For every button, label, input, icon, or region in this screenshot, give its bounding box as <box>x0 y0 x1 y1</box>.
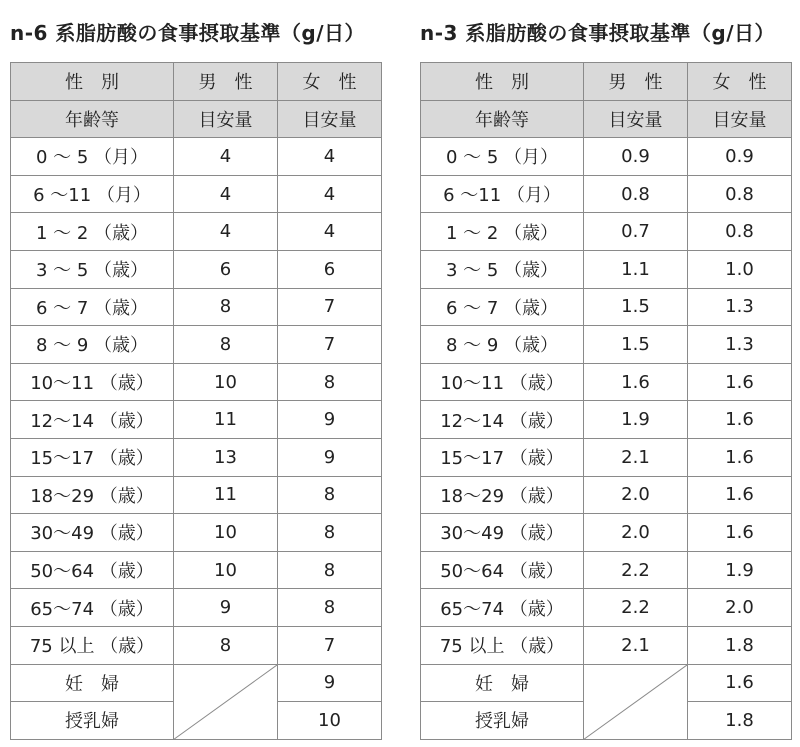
table-row <box>11 476 382 514</box>
age-cell: 6 ～ 7 （歳） <box>11 288 174 326</box>
table-row <box>421 363 792 401</box>
male-value-cell: 0.9 <box>584 138 688 176</box>
female-value-cell: 8 <box>278 589 382 627</box>
table-row-special <box>421 664 792 702</box>
age-cell: 50～64 （歳） <box>421 551 584 589</box>
female-value-cell: 7 <box>278 626 382 664</box>
male-value-cell: 8 <box>174 626 278 664</box>
diagonal-line-icon <box>174 665 277 739</box>
header-male: 男 性 <box>174 63 278 101</box>
table-row <box>421 175 792 213</box>
age-cell: 0 ～ 5 （月） <box>421 138 584 176</box>
female-value-cell: 9 <box>278 438 382 476</box>
n3-intake-table <box>420 62 792 740</box>
male-value-cell: 11 <box>174 476 278 514</box>
table-row <box>421 626 792 664</box>
female-value-cell: 0.9 <box>688 138 792 176</box>
table-row <box>421 213 792 251</box>
female-value-cell: 0.8 <box>688 175 792 213</box>
table-row <box>11 326 382 364</box>
female-value-cell: 9 <box>278 664 382 702</box>
table-row <box>11 288 382 326</box>
male-value-cell: 8 <box>174 288 278 326</box>
female-value-cell: 4 <box>278 138 382 176</box>
table-row <box>11 401 382 439</box>
table-row <box>11 589 382 627</box>
special-group-cell: 授乳婦 <box>421 702 584 740</box>
age-cell: 50～64 （歳） <box>11 551 174 589</box>
female-value-cell: 10 <box>278 702 382 740</box>
male-value-cell: 1.1 <box>584 250 688 288</box>
age-cell: 10～11 （歳） <box>421 363 584 401</box>
age-cell: 15～17 （歳） <box>421 438 584 476</box>
age-cell: 8 ～ 9 （歳） <box>421 326 584 364</box>
age-cell: 8 ～ 9 （歳） <box>11 326 174 364</box>
age-cell: 0 ～ 5 （月） <box>11 138 174 176</box>
age-cell: 6 ～11 （月） <box>11 175 174 213</box>
female-value-cell: 1.8 <box>688 626 792 664</box>
header-age-group: 年齢等 <box>421 100 584 138</box>
male-value-cell: 11 <box>174 401 278 439</box>
male-value-cell: 1.5 <box>584 326 688 364</box>
male-value-cell: 2.0 <box>584 476 688 514</box>
age-cell: 12～14 （歳） <box>421 401 584 439</box>
female-value-cell: 1.9 <box>688 551 792 589</box>
male-value-cell: 1.6 <box>584 363 688 401</box>
male-value-cell: 10 <box>174 514 278 552</box>
age-cell: 12～14 （歳） <box>11 401 174 439</box>
female-value-cell: 7 <box>278 288 382 326</box>
table-row-special <box>11 664 382 702</box>
header-female-adequate-intake: 目安量 <box>688 100 792 138</box>
male-value-cell: 4 <box>174 138 278 176</box>
female-value-cell: 6 <box>278 250 382 288</box>
female-value-cell: 8 <box>278 551 382 589</box>
age-cell: 1 ～ 2 （歳） <box>421 213 584 251</box>
female-value-cell: 1.8 <box>688 702 792 740</box>
male-value-cell: 0.8 <box>584 175 688 213</box>
header-row-sex <box>11 63 382 101</box>
table-row <box>421 476 792 514</box>
special-group-cell: 授乳婦 <box>11 702 174 740</box>
female-value-cell: 9 <box>278 401 382 439</box>
female-value-cell: 1.6 <box>688 438 792 476</box>
header-age-group: 年齢等 <box>11 100 174 138</box>
diagonal-line-icon <box>584 665 687 739</box>
female-value-cell: 8 <box>278 363 382 401</box>
header-row-metric <box>11 100 382 138</box>
table-row <box>11 514 382 552</box>
table-row <box>421 514 792 552</box>
male-value-cell: 13 <box>174 438 278 476</box>
female-value-cell: 2.0 <box>688 589 792 627</box>
header-female-adequate-intake: 目安量 <box>278 100 382 138</box>
age-cell: 65～74 （歳） <box>11 589 174 627</box>
male-value-cell: 2.1 <box>584 626 688 664</box>
special-group-cell: 妊 婦 <box>11 664 174 702</box>
female-value-cell: 1.6 <box>688 363 792 401</box>
table-row <box>11 250 382 288</box>
table-row <box>11 438 382 476</box>
male-value-cell: 10 <box>174 363 278 401</box>
male-value-cell: 1.5 <box>584 288 688 326</box>
age-cell: 30～49 （歳） <box>11 514 174 552</box>
header-male-adequate-intake: 目安量 <box>584 100 688 138</box>
table-row <box>11 363 382 401</box>
table-row <box>421 551 792 589</box>
header-male: 男 性 <box>584 63 688 101</box>
female-value-cell: 0.8 <box>688 213 792 251</box>
female-value-cell: 8 <box>278 476 382 514</box>
age-cell: 18～29 （歳） <box>11 476 174 514</box>
female-value-cell: 1.6 <box>688 401 792 439</box>
age-cell: 75 以上 （歳） <box>11 626 174 664</box>
header-male-adequate-intake: 目安量 <box>174 100 278 138</box>
female-value-cell: 1.0 <box>688 250 792 288</box>
age-cell: 10～11 （歳） <box>11 363 174 401</box>
male-value-cell: 2.2 <box>584 589 688 627</box>
not-applicable-cell <box>174 664 278 739</box>
female-value-cell: 7 <box>278 326 382 364</box>
male-value-cell: 8 <box>174 326 278 364</box>
table-row <box>11 175 382 213</box>
header-row-metric <box>421 100 792 138</box>
special-group-cell: 妊 婦 <box>421 664 584 702</box>
male-value-cell: 4 <box>174 175 278 213</box>
age-cell: 75 以上 （歳） <box>421 626 584 664</box>
age-cell: 6 ～11 （月） <box>421 175 584 213</box>
n6-table-title: n-6 系脂肪酸の食事摂取基準（g/日） <box>10 21 366 45</box>
n6-panel <box>10 16 382 740</box>
age-cell: 65～74 （歳） <box>421 589 584 627</box>
female-value-cell: 1.3 <box>688 288 792 326</box>
n6-intake-table <box>10 62 382 740</box>
age-cell: 15～17 （歳） <box>11 438 174 476</box>
male-value-cell: 6 <box>174 250 278 288</box>
male-value-cell: 0.7 <box>584 213 688 251</box>
table-row <box>421 401 792 439</box>
table-row <box>11 626 382 664</box>
n3-table-title: n-3 系脂肪酸の食事摂取基準（g/日） <box>420 21 776 45</box>
table-row <box>11 551 382 589</box>
header-sex: 性 別 <box>421 63 584 101</box>
female-value-cell: 1.6 <box>688 664 792 702</box>
table-row <box>421 288 792 326</box>
age-cell: 6 ～ 7 （歳） <box>421 288 584 326</box>
male-value-cell: 9 <box>174 589 278 627</box>
female-value-cell: 1.3 <box>688 326 792 364</box>
table-row <box>421 438 792 476</box>
header-row-sex <box>421 63 792 101</box>
header-female: 女 性 <box>688 63 792 101</box>
age-cell: 18～29 （歳） <box>421 476 584 514</box>
table-row <box>421 326 792 364</box>
age-cell: 3 ～ 5 （歳） <box>11 250 174 288</box>
male-value-cell: 2.2 <box>584 551 688 589</box>
female-value-cell: 1.6 <box>688 476 792 514</box>
male-value-cell: 10 <box>174 551 278 589</box>
age-cell: 1 ～ 2 （歳） <box>11 213 174 251</box>
n3-panel <box>420 16 792 740</box>
female-value-cell: 4 <box>278 175 382 213</box>
header-sex: 性 別 <box>11 63 174 101</box>
table-row <box>421 589 792 627</box>
male-value-cell: 2.0 <box>584 514 688 552</box>
table-row <box>421 138 792 176</box>
female-value-cell: 1.6 <box>688 514 792 552</box>
male-value-cell: 4 <box>174 213 278 251</box>
age-cell: 3 ～ 5 （歳） <box>421 250 584 288</box>
male-value-cell: 2.1 <box>584 438 688 476</box>
table-row <box>421 250 792 288</box>
age-cell: 30～49 （歳） <box>421 514 584 552</box>
header-female: 女 性 <box>278 63 382 101</box>
female-value-cell: 8 <box>278 514 382 552</box>
table-row <box>11 138 382 176</box>
not-applicable-cell <box>584 664 688 739</box>
male-value-cell: 1.9 <box>584 401 688 439</box>
female-value-cell: 4 <box>278 213 382 251</box>
table-row <box>11 213 382 251</box>
